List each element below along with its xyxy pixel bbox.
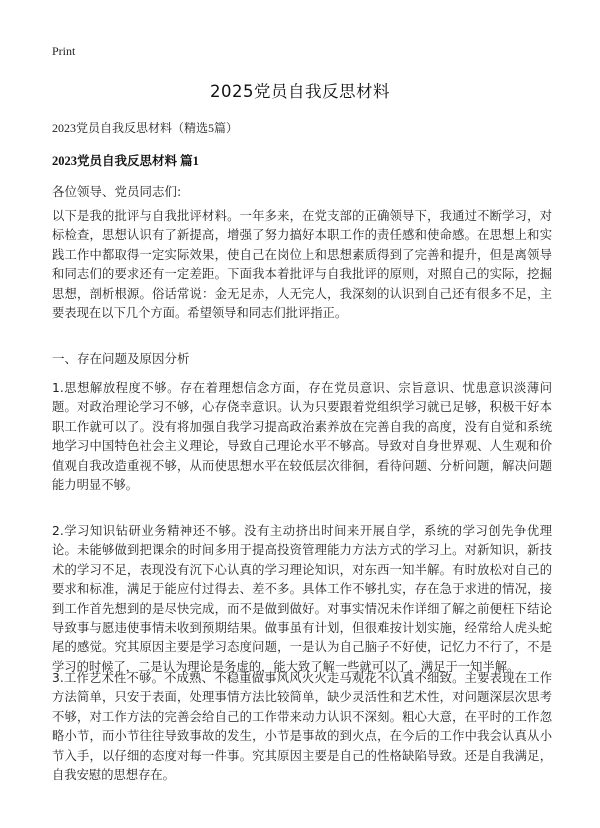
issue-paragraph-2: 2.学习知识钻研业务精神还不够。没有主动挤出时间来开展自学，系统的学习创先争优理论。未能够做到把课余的时间多用于提高投资管理能力方法方式的学习上。对新知识，新技术的学习不足，表现没有沉下心认真的学习理论知识，对东西一知半解。有时放松对自己的要求和标准，满足于能应付过得去、差不多。具体工作不够扎实，存在急于求进的情况，接到工作首先想到的是尽快完成，而不是做到做好。对事实情况未作详细了解之前便枉下结论导致事与愿违使事情未收到预期结果。做事虽有计划，但很难按计划实施，经常给人虎头蛇尾的感觉。究其原因主要是学习态度问题，一是认为自己脑子不好使，记忆力不行了，不是学习的时候了，二是认为理论是务虚的，能大致了解一些就可以了，满足于一知半解。: [52, 524, 552, 674]
subsection-title: 一、存在问题及原因分析: [52, 351, 190, 366]
issue-paragraph-3: 3.工作艺术性不够。不成熟、不稳重做事风风火火走马观花不认真不细致。主要表现在工作方法简单，只安于表面，处理事情方法比较简单，缺少灵活性和艺术性，对问题深层次思考不够，对工作方法的完善会给自己的工作带来动力认识不深刻。粗心大意，在平时的工作忽略小节，而小节往往导致事故的发生，小节是事故的到火点，在今后的工作中我会认真从小节入手，以仔细的态度对每一件事。究其原因主要是自己的性格缺陷导致。还是自我满足，自我安慰的思想存在。: [52, 671, 552, 783]
document-subtitle: 2023党员自我反思材料（精选5篇）: [52, 121, 239, 135]
section-heading: 2023党员自我反思材料 篇1: [52, 154, 199, 168]
print-link[interactable]: Print: [52, 44, 76, 58]
document-title: 2025党员自我反思材料: [210, 82, 390, 101]
salutation: 各位领导、党员同志们:: [52, 184, 182, 199]
intro-paragraph: 以下是我的批评与自我批评材料。一年多来，在党支部的正确领导下，我通过不断学习，对标检查，思想认识有了新提高，增强了努力搞好本职工作的责任感和使命感。在思想上和实践工作中都取得一定实际效果，使自己在岗位上和思想素质得到了完善和提升，但是离领导和同志们的要求还有一定差距。下面我本着批评与自我批评的原则，对照自己的实际，挖掘思想，剖析根源。俗话常说：金无足赤，人无完人，我深刻的认识到自己还有很多不足，主要表现在以下几个方面。希望领导和同志们批评指正。: [52, 209, 552, 321]
issue-paragraph-1: 1.思想解放程度不够。存在着理想信念方面，存在党员意识、宗旨意识、忧患意识淡薄问题。对政治理论学习不够，心存侥幸意识。认为只要跟着党组织学习就已足够，积极干好本职工作就可以了。没有将加强自我学习提高政治素养放在完善自我的高度，没有自觉和系统地学习中国特色社会主义理论，导致自己理论水平不够高。导致对自身世界观、人生观和价值观自我改造重视不够，从而使思想水平在较低层次徘徊，看待问题、分析问题，解决问题能力明显不够。: [52, 381, 552, 493]
